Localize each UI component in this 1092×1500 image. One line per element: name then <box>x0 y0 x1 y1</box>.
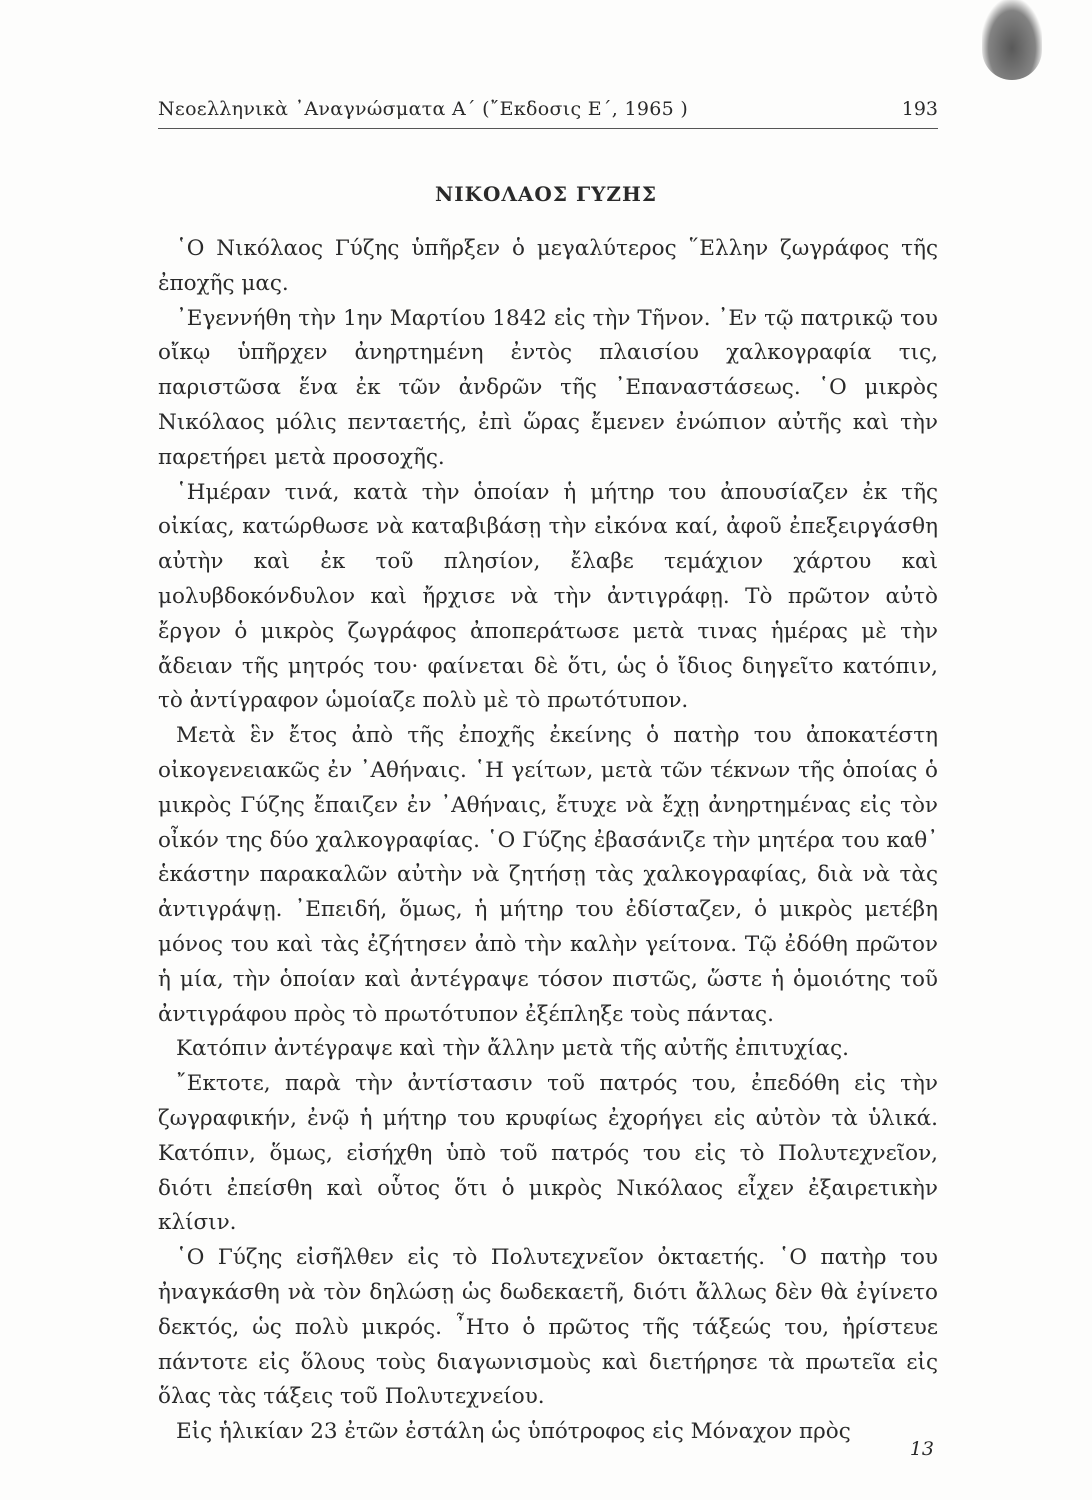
paragraph: ῾Ο Γύζης εἰσῆλθεν εἰς τὸ Πολυτεχνεῖον ὀκταετής. ῾Ο πατὴρ του ἠναγκάσθη νὰ τὸν δηλώσῃ ὡς δωδεκαετῆ, διότι ἄλλως δὲν θὰ ἐγίνετο δεκτός, ὡς πολὺ μικρός. ῏Ητο ὁ πρῶτος τῆς τάξεώς του, ἠρίστευε πάντοτε εἰς ὅλους τοὺς διαγωνισμοὺς καὶ διετήρησε τὰ πρωτεῖα εἰς ὅλας τὰς τάξεις τοῦ Πολυτεχνείου. <box>158 1245 938 1410</box>
paragraph: Εἰς ἡλικίαν 23 ἐτῶν ἐστάλη ὡς ὑπότροφος εἰς Μόναχον πρὸς <box>176 1419 851 1445</box>
signature-mark: 13 <box>909 1438 934 1460</box>
running-title: Νεοελληνικὰ ᾿Αναγνώσματα Α΄ (῎Εκδοσις Ε΄, 1965 ) <box>158 98 689 120</box>
paragraph: ῾Ημέραν τινά, κατὰ τὴν ὁποίαν ἡ μήτηρ του ἀπουσίαζεν ἐκ τῆς οἰκίας, κατώρθωσε νὰ καταβιβάσῃ τὴν εἰκόνα καί, ἀφοῦ ἐπεξειργάσθη αὐτὴν καὶ ἐκ τοῦ πλησίον, ἔλαβε τεμάχιον χάρτου καὶ μολυβδοκόνδυλον καὶ ἤρχισε νὰ τὴν ἀντιγράφῃ. Τὸ πρῶτον αὐτὸ ἔργον ὁ μικρὸς ζωγράφος ἀποπεράτωσε μετὰ τινας ἡμέρας μὲ τὴν ἄδειαν τῆς μητρός του· φαίνεται δὲ ὅτι, ὡς ὁ ἴδιος διηγεῖτο κατόπιν, τὸ ἀντίγραφον ὡμοίαζε πολὺ μὲ τὸ πρωτότυπον. <box>158 479 938 714</box>
running-header <box>158 94 938 124</box>
paragraph: Κατόπιν ἀντέγραψε καὶ τὴν ἄλλην μετὰ τῆς αὐτῆς ἐπιτυχίας. <box>176 1036 849 1062</box>
header-rule <box>158 128 938 129</box>
paragraph: Μετὰ ἓν ἔτος ἀπὸ τῆς ἐποχῆς ἐκείνης ὁ πατὴρ του ἀποκατέστη οἰκογενειακῶς ἐν ᾿Αθήναις. ῾Η γείτων, μετὰ τῶν τέκνων τῆς ὁποίας ὁ μικρὸς Γύζης ἔπαιζεν ἐν ᾿Αθήναις, ἔτυχε νὰ ἔχῃ ἀνηρτημένας εἰς τὸν οἶκόν της δύο χαλκογραφίας. ῾Ο Γύζης ἐβασάνιζε τὴν μητέρα του καθ᾿ ἑκάστην παρακαλῶν αὐτὴν νὰ ζητήσῃ τὰς χαλκογραφίας, διὰ νὰ τὰς ἀντιγράψῃ. ᾿Επειδή, ὅμως, ἡ μήτηρ του ἐδίσταζεν, ὁ μικρὸς μετέβη μόνος του καὶ τὰς ἐζήτησεν ἀπὸ τὴν καλὴν γείτονα. Τῷ ἐδόθη πρῶτον ἡ μία, τὴν ὁποίαν καὶ ἀντέγραψε τόσον πιστῶς, ὥστε ἡ ὁμοιότης τοῦ ἀντιγράφου πρὸς τὸ πρωτότυπον ἐξέπληξε τοὺς πάντας. <box>158 723 938 1027</box>
page-number: 193 <box>901 98 938 120</box>
paragraph: ᾿Εγεννήθη τὴν 1ην Μαρτίου 1842 εἰς τὴν Τῆνον. ᾿Εν τῷ πατρικῷ του οἴκῳ ὑπῆρχεν ἀνηρτημένη ἐντὸς πλαισίου χαλκογραφία τις, παριστῶσα ἕνα ἐκ τῶν ἀνδρῶν τῆς ᾿Επαναστάσεως. ῾Ο μικρὸς Νικόλαος μόλις πενταετής, ἐπὶ ὥρας ἔμενεν ἐνώπιον αὐτῆς καὶ τὴν παρετήρει μετὰ προσοχῆς. <box>158 305 938 470</box>
paragraph: ῎Εκτοτε, παρὰ τὴν ἀντίστασιν τοῦ πατρός του, ἐπεδόθη εἰς τὴν ζωγραφικήν, ἐνῷ ἡ μήτηρ του κρυφίως ἐχορήγει εἰς αὐτὸν τὰ ὑλικά. Κατόπιν, ὅμως, εἰσήχθη ὑπὸ τοῦ πατρός του εἰς τὸ Πολυτεχνεῖον, διότι ἐπείσθη καὶ οὗτος ὅτι ὁ μικρὸς Νικόλαος εἶχεν ἐξαιρετικὴν κλίσιν. <box>158 1071 938 1236</box>
corner-stain-decoration <box>982 0 1042 80</box>
article-body <box>158 232 938 1450</box>
paragraph: ῾Ο Νικόλαος Γύζης ὑπῆρξεν ὁ μεγαλύτερος ῞Ελλην ζωγράφος τῆς ἐποχῆς μας. <box>158 236 938 296</box>
article-title: ΝΙΚΟΛΑΟΣ ΓΥΖΗΣ <box>434 182 658 206</box>
